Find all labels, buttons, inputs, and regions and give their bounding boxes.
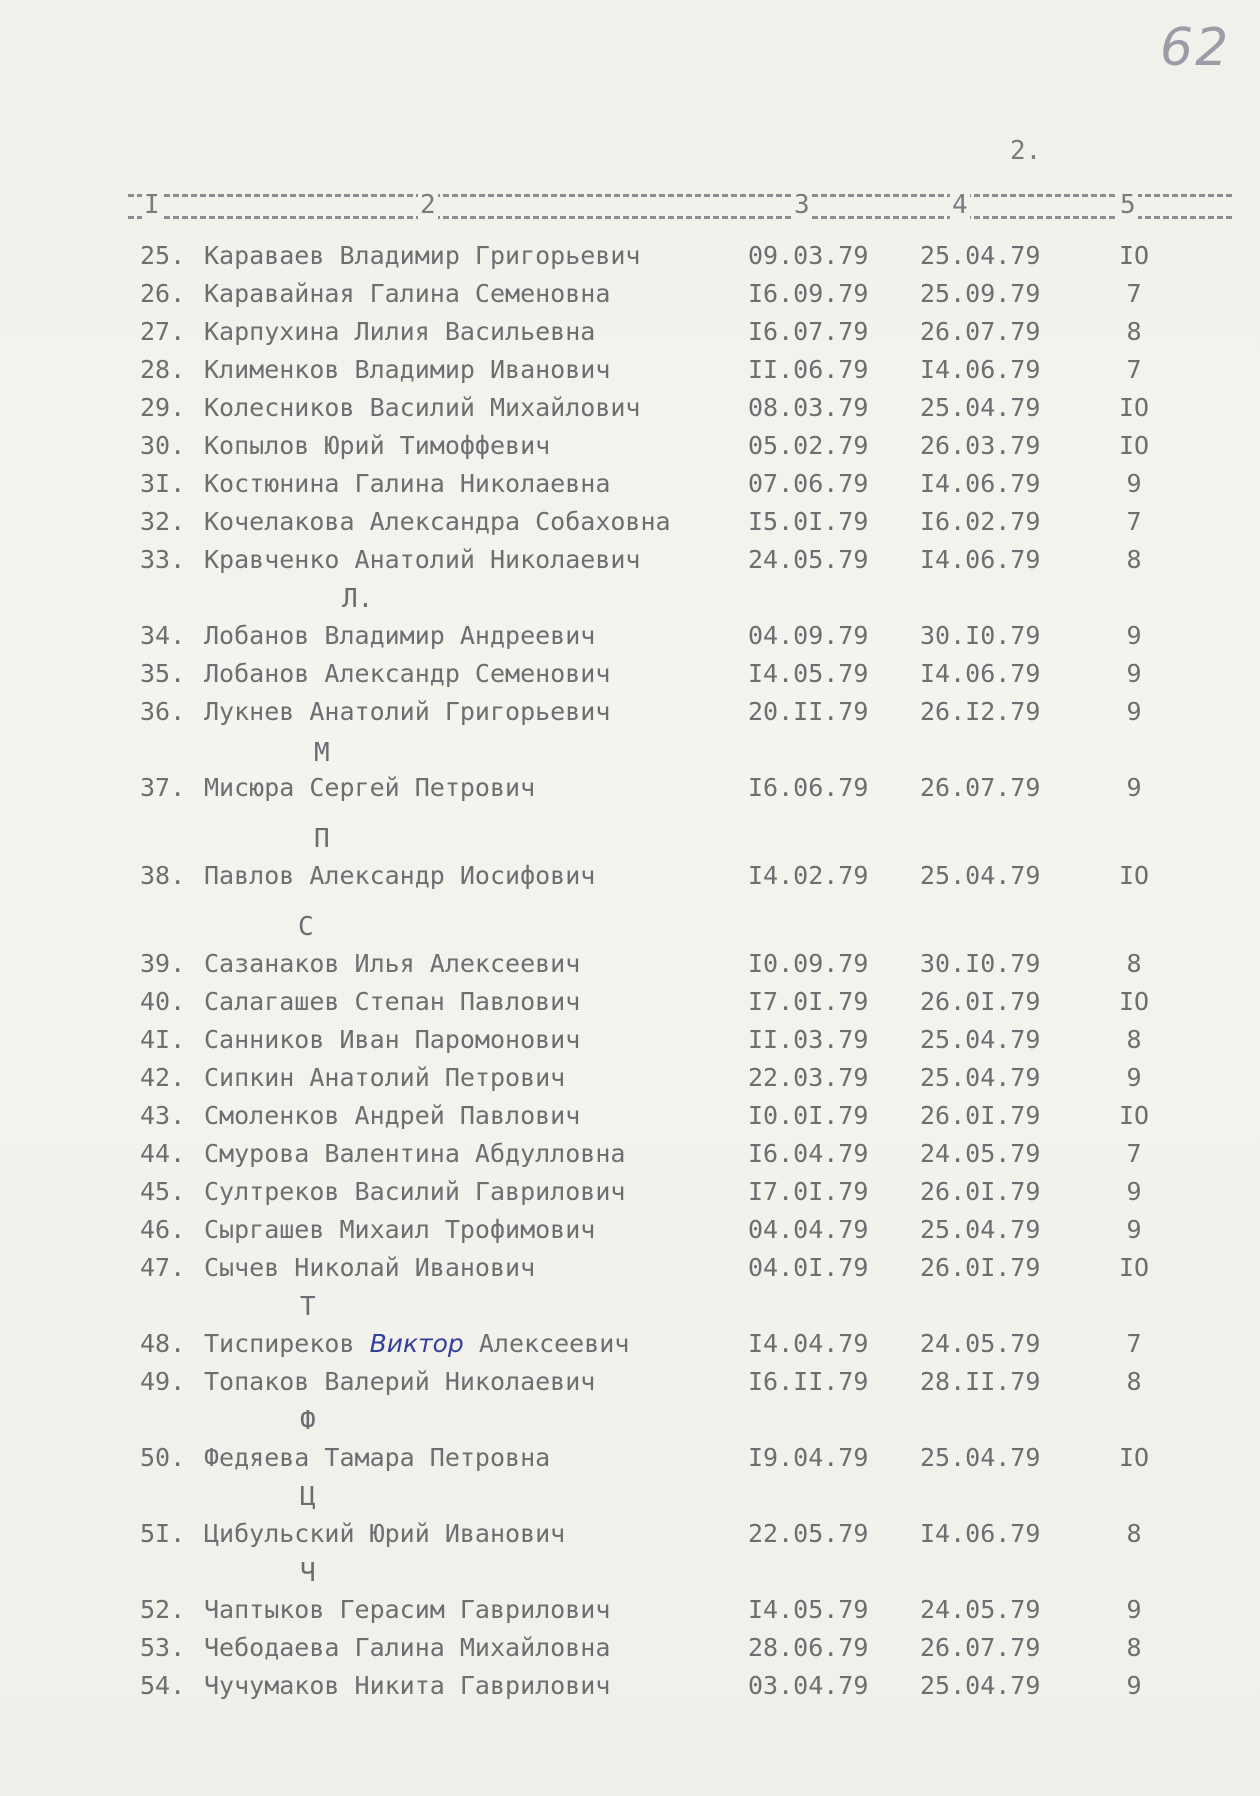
days-count: 9 (1126, 697, 1142, 726)
start-date: I4.04.79 (748, 1329, 869, 1358)
start-date: I7.0I.79 (748, 1177, 869, 1206)
header-dashed-rule-top (128, 194, 1232, 197)
list-item (0, 466, 1260, 502)
list-item (0, 770, 1260, 806)
start-date: 05.02.79 (748, 431, 869, 460)
column-number-3: 3 (792, 186, 812, 224)
start-date: I5.0I.79 (748, 507, 869, 536)
days-count: 7 (1126, 507, 1142, 536)
row-number: 42. (140, 1063, 186, 1092)
row-number: 4I. (140, 1025, 186, 1054)
list-item (0, 352, 1260, 388)
full-name: Санников Иван Паромонович (204, 1025, 581, 1054)
start-date: 22.03.79 (748, 1063, 869, 1092)
full-name: Кравченко Анатолий Николаевич (204, 545, 641, 574)
days-count: 9 (1126, 659, 1142, 688)
list-item (0, 858, 1260, 894)
row-number: 28. (140, 355, 186, 384)
header-dashed-rule-bottom (128, 216, 1232, 219)
list-item (0, 694, 1260, 730)
full-name: Чаптыков Герасим Гаврилович (204, 1595, 611, 1624)
end-date: 26.07.79 (920, 1633, 1041, 1662)
days-count: 7 (1126, 1329, 1142, 1358)
alphabet-section-letter: С (298, 912, 314, 942)
days-count: 7 (1126, 279, 1142, 308)
days-count: 8 (1126, 1633, 1142, 1662)
alphabet-section-letter: П (314, 824, 330, 854)
start-date: I4.05.79 (748, 659, 869, 688)
full-name: Лобанов Владимир Андреевич (204, 621, 596, 650)
end-date: 26.07.79 (920, 317, 1041, 346)
column-number-4: 4 (950, 186, 970, 224)
row-number: 47. (140, 1253, 186, 1282)
handwritten-first-name: Виктор (369, 1329, 464, 1358)
start-date: 28.06.79 (748, 1633, 869, 1662)
days-count: IO (1118, 987, 1150, 1016)
full-name: Салагашев Степан Павлович (204, 987, 581, 1016)
start-date: 24.05.79 (748, 545, 869, 574)
days-count: IO (1118, 1253, 1150, 1282)
alphabet-section-letter: Ц (300, 1482, 316, 1512)
start-date: 07.06.79 (748, 469, 869, 498)
end-date: I4.06.79 (920, 1519, 1041, 1548)
end-date: 24.05.79 (920, 1139, 1041, 1168)
full-name: Павлов Александр Иосифович (204, 861, 596, 890)
row-number: 36. (140, 697, 186, 726)
start-date: I6.II.79 (748, 1367, 869, 1396)
list-item (0, 276, 1260, 312)
list-item (0, 984, 1260, 1020)
row-number: 25. (140, 241, 186, 270)
end-date: I4.06.79 (920, 355, 1041, 384)
list-item (0, 1326, 1260, 1362)
list-item (0, 314, 1260, 350)
alphabet-section-letter: Т (300, 1292, 316, 1322)
full-name: Смурова Валентина Абдулловна (204, 1139, 626, 1168)
row-number: 44. (140, 1139, 186, 1168)
list-item (0, 1250, 1260, 1286)
list-item (0, 1136, 1260, 1172)
days-count: 7 (1126, 355, 1142, 384)
days-count: 9 (1126, 1671, 1142, 1700)
list-item (0, 1630, 1260, 1666)
row-number: 32. (140, 507, 186, 536)
days-count: 9 (1126, 621, 1142, 650)
end-date: 25.04.79 (920, 1063, 1041, 1092)
end-date: 28.II.79 (920, 1367, 1041, 1396)
row-number: 27. (140, 317, 186, 346)
start-date: 20.II.79 (748, 697, 869, 726)
list-item (0, 1060, 1260, 1096)
list-item (0, 1516, 1260, 1552)
list-item (0, 1668, 1260, 1704)
row-number: 40. (140, 987, 186, 1016)
list-item (0, 1212, 1260, 1248)
list-item (0, 238, 1260, 274)
archive-page-number: 62 (1160, 18, 1231, 78)
full-name: Султреков Василий Гаврилович (204, 1177, 626, 1206)
days-count: 9 (1126, 773, 1142, 802)
full-name: Клименков Владимир Иванович (204, 355, 611, 384)
full-name: Смоленков Андрей Павлович (204, 1101, 581, 1130)
row-number: 46. (140, 1215, 186, 1244)
start-date: I6.09.79 (748, 279, 869, 308)
start-date: I6.07.79 (748, 317, 869, 346)
list-item (0, 1440, 1260, 1476)
column-number-header (128, 186, 1232, 226)
start-date: 22.05.79 (748, 1519, 869, 1548)
start-date: I0.09.79 (748, 949, 869, 978)
end-date: 25.04.79 (920, 241, 1041, 270)
end-date: 26.0I.79 (920, 1253, 1041, 1282)
full-name: Федяева Тамара Петровна (204, 1443, 551, 1472)
row-number: 37. (140, 773, 186, 802)
end-date: 25.04.79 (920, 1025, 1041, 1054)
column-number-1: I (142, 186, 162, 224)
end-date: 26.0I.79 (920, 1101, 1041, 1130)
days-count: 8 (1126, 545, 1142, 574)
days-count: 9 (1126, 1063, 1142, 1092)
list-item (0, 1098, 1260, 1134)
days-count: 8 (1126, 1519, 1142, 1548)
full-name: Цибульский Юрий Иванович (204, 1519, 566, 1548)
end-date: 26.03.79 (920, 431, 1041, 460)
list-item (0, 656, 1260, 692)
list-item (0, 390, 1260, 426)
end-date: 24.05.79 (920, 1595, 1041, 1624)
list-item (0, 1592, 1260, 1628)
end-date: I4.06.79 (920, 469, 1041, 498)
end-date: 25.04.79 (920, 861, 1041, 890)
start-date: 03.04.79 (748, 1671, 869, 1700)
full-name: Сыргашев Михаил Трофимович (204, 1215, 596, 1244)
end-date: 26.0I.79 (920, 1177, 1041, 1206)
row-number: 38. (140, 861, 186, 890)
row-number: 50. (140, 1443, 186, 1472)
start-date: 04.0I.79 (748, 1253, 869, 1282)
start-date: I6.04.79 (748, 1139, 869, 1168)
row-number: 26. (140, 279, 186, 308)
end-date: 25.04.79 (920, 1215, 1041, 1244)
column-number-5: 5 (1118, 186, 1138, 224)
days-count: IO (1118, 861, 1150, 890)
start-date: 09.03.79 (748, 241, 869, 270)
row-number: 29. (140, 393, 186, 422)
days-count: IO (1118, 241, 1150, 270)
days-count: 7 (1126, 1139, 1142, 1168)
full-name: Каравайная Галина Семеновна (204, 279, 611, 308)
start-date: I6.06.79 (748, 773, 869, 802)
alphabet-section-letter: Ф (300, 1406, 316, 1436)
days-count: IO (1118, 393, 1150, 422)
end-date: 30.I0.79 (920, 949, 1041, 978)
full-name: Кочелакова Александра Собаховна (204, 507, 671, 536)
start-date: I0.0I.79 (748, 1101, 869, 1130)
row-number: 3I. (140, 469, 186, 498)
start-date: I4.05.79 (748, 1595, 869, 1624)
row-number: 54. (140, 1671, 186, 1700)
row-number: 33. (140, 545, 186, 574)
row-number: 48. (140, 1329, 186, 1358)
full-name: Сазанаков Илья Алексеевич (204, 949, 581, 978)
list-item (0, 504, 1260, 540)
end-date: 25.09.79 (920, 279, 1041, 308)
days-count: 9 (1126, 1215, 1142, 1244)
alphabet-section-letter: Ч (300, 1558, 316, 1588)
end-date: 25.04.79 (920, 1443, 1041, 1472)
column-number-2: 2 (418, 186, 438, 224)
days-count: 8 (1126, 949, 1142, 978)
end-date: 30.I0.79 (920, 621, 1041, 650)
list-item (0, 618, 1260, 654)
end-date: 25.04.79 (920, 1671, 1041, 1700)
full-name: Мисюра Сергей Петрович (204, 773, 536, 802)
page-number: 2. (1010, 136, 1042, 166)
days-count: 9 (1126, 469, 1142, 498)
list-item (0, 1022, 1260, 1058)
row-number: 52. (140, 1595, 186, 1624)
alphabet-section-letter: М (314, 738, 330, 768)
start-date: I9.04.79 (748, 1443, 869, 1472)
patronymic: Алексеевич (478, 1329, 630, 1358)
days-count: IO (1118, 1443, 1150, 1472)
row-number: 53. (140, 1633, 186, 1662)
full-name: Костюнина Галина Николаевна (204, 469, 611, 498)
start-date: II.03.79 (748, 1025, 869, 1054)
row-number: 45. (140, 1177, 186, 1206)
row-number: 34. (140, 621, 186, 650)
list-item (0, 946, 1260, 982)
start-date: 04.09.79 (748, 621, 869, 650)
row-number: 49. (140, 1367, 186, 1396)
list-item (0, 1364, 1260, 1400)
start-date: I4.02.79 (748, 861, 869, 890)
start-date: 08.03.79 (748, 393, 869, 422)
row-number: 43. (140, 1101, 186, 1130)
end-date: I6.02.79 (920, 507, 1041, 536)
row-number: 5I. (140, 1519, 186, 1548)
full-name: Чучумаков Никита Гаврилович (204, 1671, 611, 1700)
days-count: IO (1118, 431, 1150, 460)
full-name: Чебодаева Галина Михайловна (204, 1633, 611, 1662)
start-date: I7.0I.79 (748, 987, 869, 1016)
days-count: 8 (1126, 1025, 1142, 1054)
end-date: 24.05.79 (920, 1329, 1041, 1358)
full-name: Караваев Владимир Григорьевич (204, 241, 641, 270)
full-name: Топаков Валерий Николаевич (204, 1367, 596, 1396)
list-item (0, 1174, 1260, 1210)
days-count: 9 (1126, 1595, 1142, 1624)
days-count: 8 (1126, 1367, 1142, 1396)
end-date: 26.07.79 (920, 773, 1041, 802)
end-date: 25.04.79 (920, 393, 1041, 422)
end-date: 26.I2.79 (920, 697, 1041, 726)
row-number: 30. (140, 431, 186, 460)
days-count: 8 (1126, 317, 1142, 346)
days-count: IO (1118, 1101, 1150, 1130)
end-date: 26.0I.79 (920, 987, 1041, 1016)
full-name: Сычев Николай Иванович (204, 1253, 536, 1282)
full-name: Копылов Юрий Тимоффевич (204, 431, 551, 460)
full-name: Лобанов Александр Семенович (204, 659, 611, 688)
row-number: 39. (140, 949, 186, 978)
full-name: Колесников Василий Михайлович (204, 393, 641, 422)
start-date: II.06.79 (748, 355, 869, 384)
end-date: I4.06.79 (920, 545, 1041, 574)
end-date: I4.06.79 (920, 659, 1041, 688)
alphabet-section-letter: Л. (342, 584, 374, 614)
row-number: 35. (140, 659, 186, 688)
start-date: 04.04.79 (748, 1215, 869, 1244)
surname: Тиспиреков (204, 1329, 355, 1358)
full-name: Лукнев Анатолий Григорьевич (204, 697, 611, 726)
list-item (0, 542, 1260, 578)
full-name: Сипкин Анатолий Петрович (204, 1063, 566, 1092)
full-name: Карпухина Лилия Васильевна (204, 317, 596, 346)
days-count: 9 (1126, 1177, 1142, 1206)
full-name (204, 1326, 629, 1362)
list-item (0, 428, 1260, 464)
